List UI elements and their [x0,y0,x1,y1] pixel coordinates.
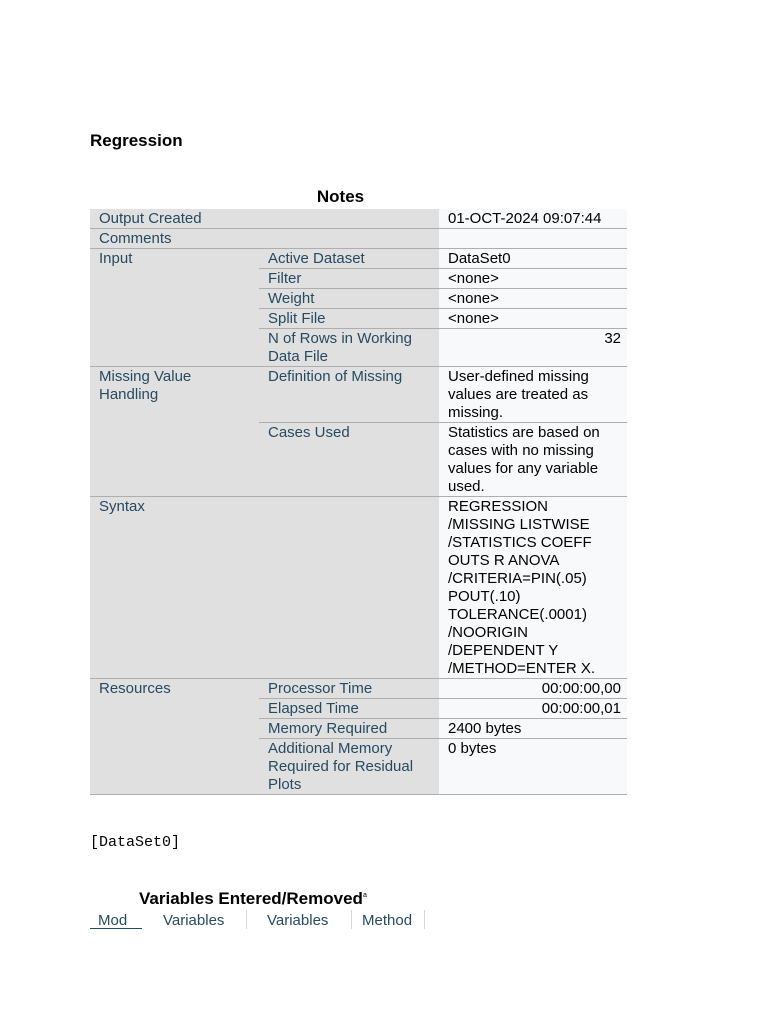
filter-label: Filter [259,269,439,289]
footnote-marker: a [362,892,367,899]
missing-value-handling-label: Missing Value Handling [90,367,259,497]
n-rows-value: 32 [439,329,627,367]
resources-label: Resources [90,679,259,795]
filter-value: <none> [439,269,627,289]
syntax-label: Syntax [90,497,439,679]
table-row [90,209,627,229]
cases-used-value: Statistics are based on cases with no missing values for any variable used. [439,423,627,497]
syntax-line: /MISSING LISTWISE [448,516,590,533]
variables-table-header [90,910,425,931]
processor-time-label: Processor Time [259,679,439,699]
syntax-line: POUT(.10) [448,588,521,605]
table-row [90,367,627,423]
syntax-line: /CRITERIA=PIN(.05) [448,570,587,587]
definition-of-missing-value: User-defined missing values are treated as missing. [439,367,627,423]
table-row [90,249,627,269]
syntax-line: /METHOD=ENTER X. [448,660,596,677]
n-rows-label: N of Rows in Working Data File [259,329,439,367]
variables-table-title [139,889,367,909]
weight-label: Weight [259,289,439,309]
notes-table-title: Notes [316,187,365,206]
split-file-value: <none> [439,309,627,329]
weight-value: <none> [439,289,627,309]
table-row [90,497,627,679]
syntax-line: OUTS R ANOVA [448,552,560,569]
column-header-variables-removed[interactable]: Variables [247,910,352,929]
processor-time-value: 00:00:00,00 [439,679,627,699]
comments-label: Comments [90,229,439,249]
elapsed-time-label: Elapsed Time [259,699,439,719]
syntax-line: TOLERANCE(.0001) [448,606,587,623]
notes-table [90,209,627,795]
column-header-model[interactable]: Mod [90,910,142,929]
section-heading: Regression [90,131,183,150]
syntax-line: /NOORIGIN [448,624,529,641]
elapsed-time-value: 00:00:00,01 [439,699,627,719]
syntax-line: REGRESSION [448,498,549,515]
output-created-value: 01-OCT-2024 09:07:44 [439,209,627,229]
cases-used-label: Cases Used [259,423,439,497]
active-dataset-label: Active Dataset [259,249,439,269]
comments-value [439,229,627,249]
output-created-label: Output Created [90,209,439,229]
memory-required-label: Memory Required [259,719,439,739]
dataset-tag: [DataSet0] [90,834,181,851]
syntax-line: /STATISTICS COEFF [448,534,592,551]
column-header-variables-entered[interactable]: Variables [142,910,247,929]
additional-memory-value: 0 bytes [439,739,627,795]
input-label: Input [90,249,259,367]
table-row [90,679,627,699]
table-row [90,229,627,249]
syntax-value [439,497,627,679]
memory-required-value: 2400 bytes [439,719,627,739]
column-header-method[interactable]: Method [352,910,425,929]
variables-table-title-text: Variables Entered/Removed [139,889,363,908]
active-dataset-value: DataSet0 [439,249,627,269]
definition-of-missing-label: Definition of Missing [259,367,439,423]
split-file-label: Split File [259,309,439,329]
syntax-line: /DEPENDENT Y [448,642,559,659]
additional-memory-label: Additional Memory Required for Residual Plots [259,739,439,795]
